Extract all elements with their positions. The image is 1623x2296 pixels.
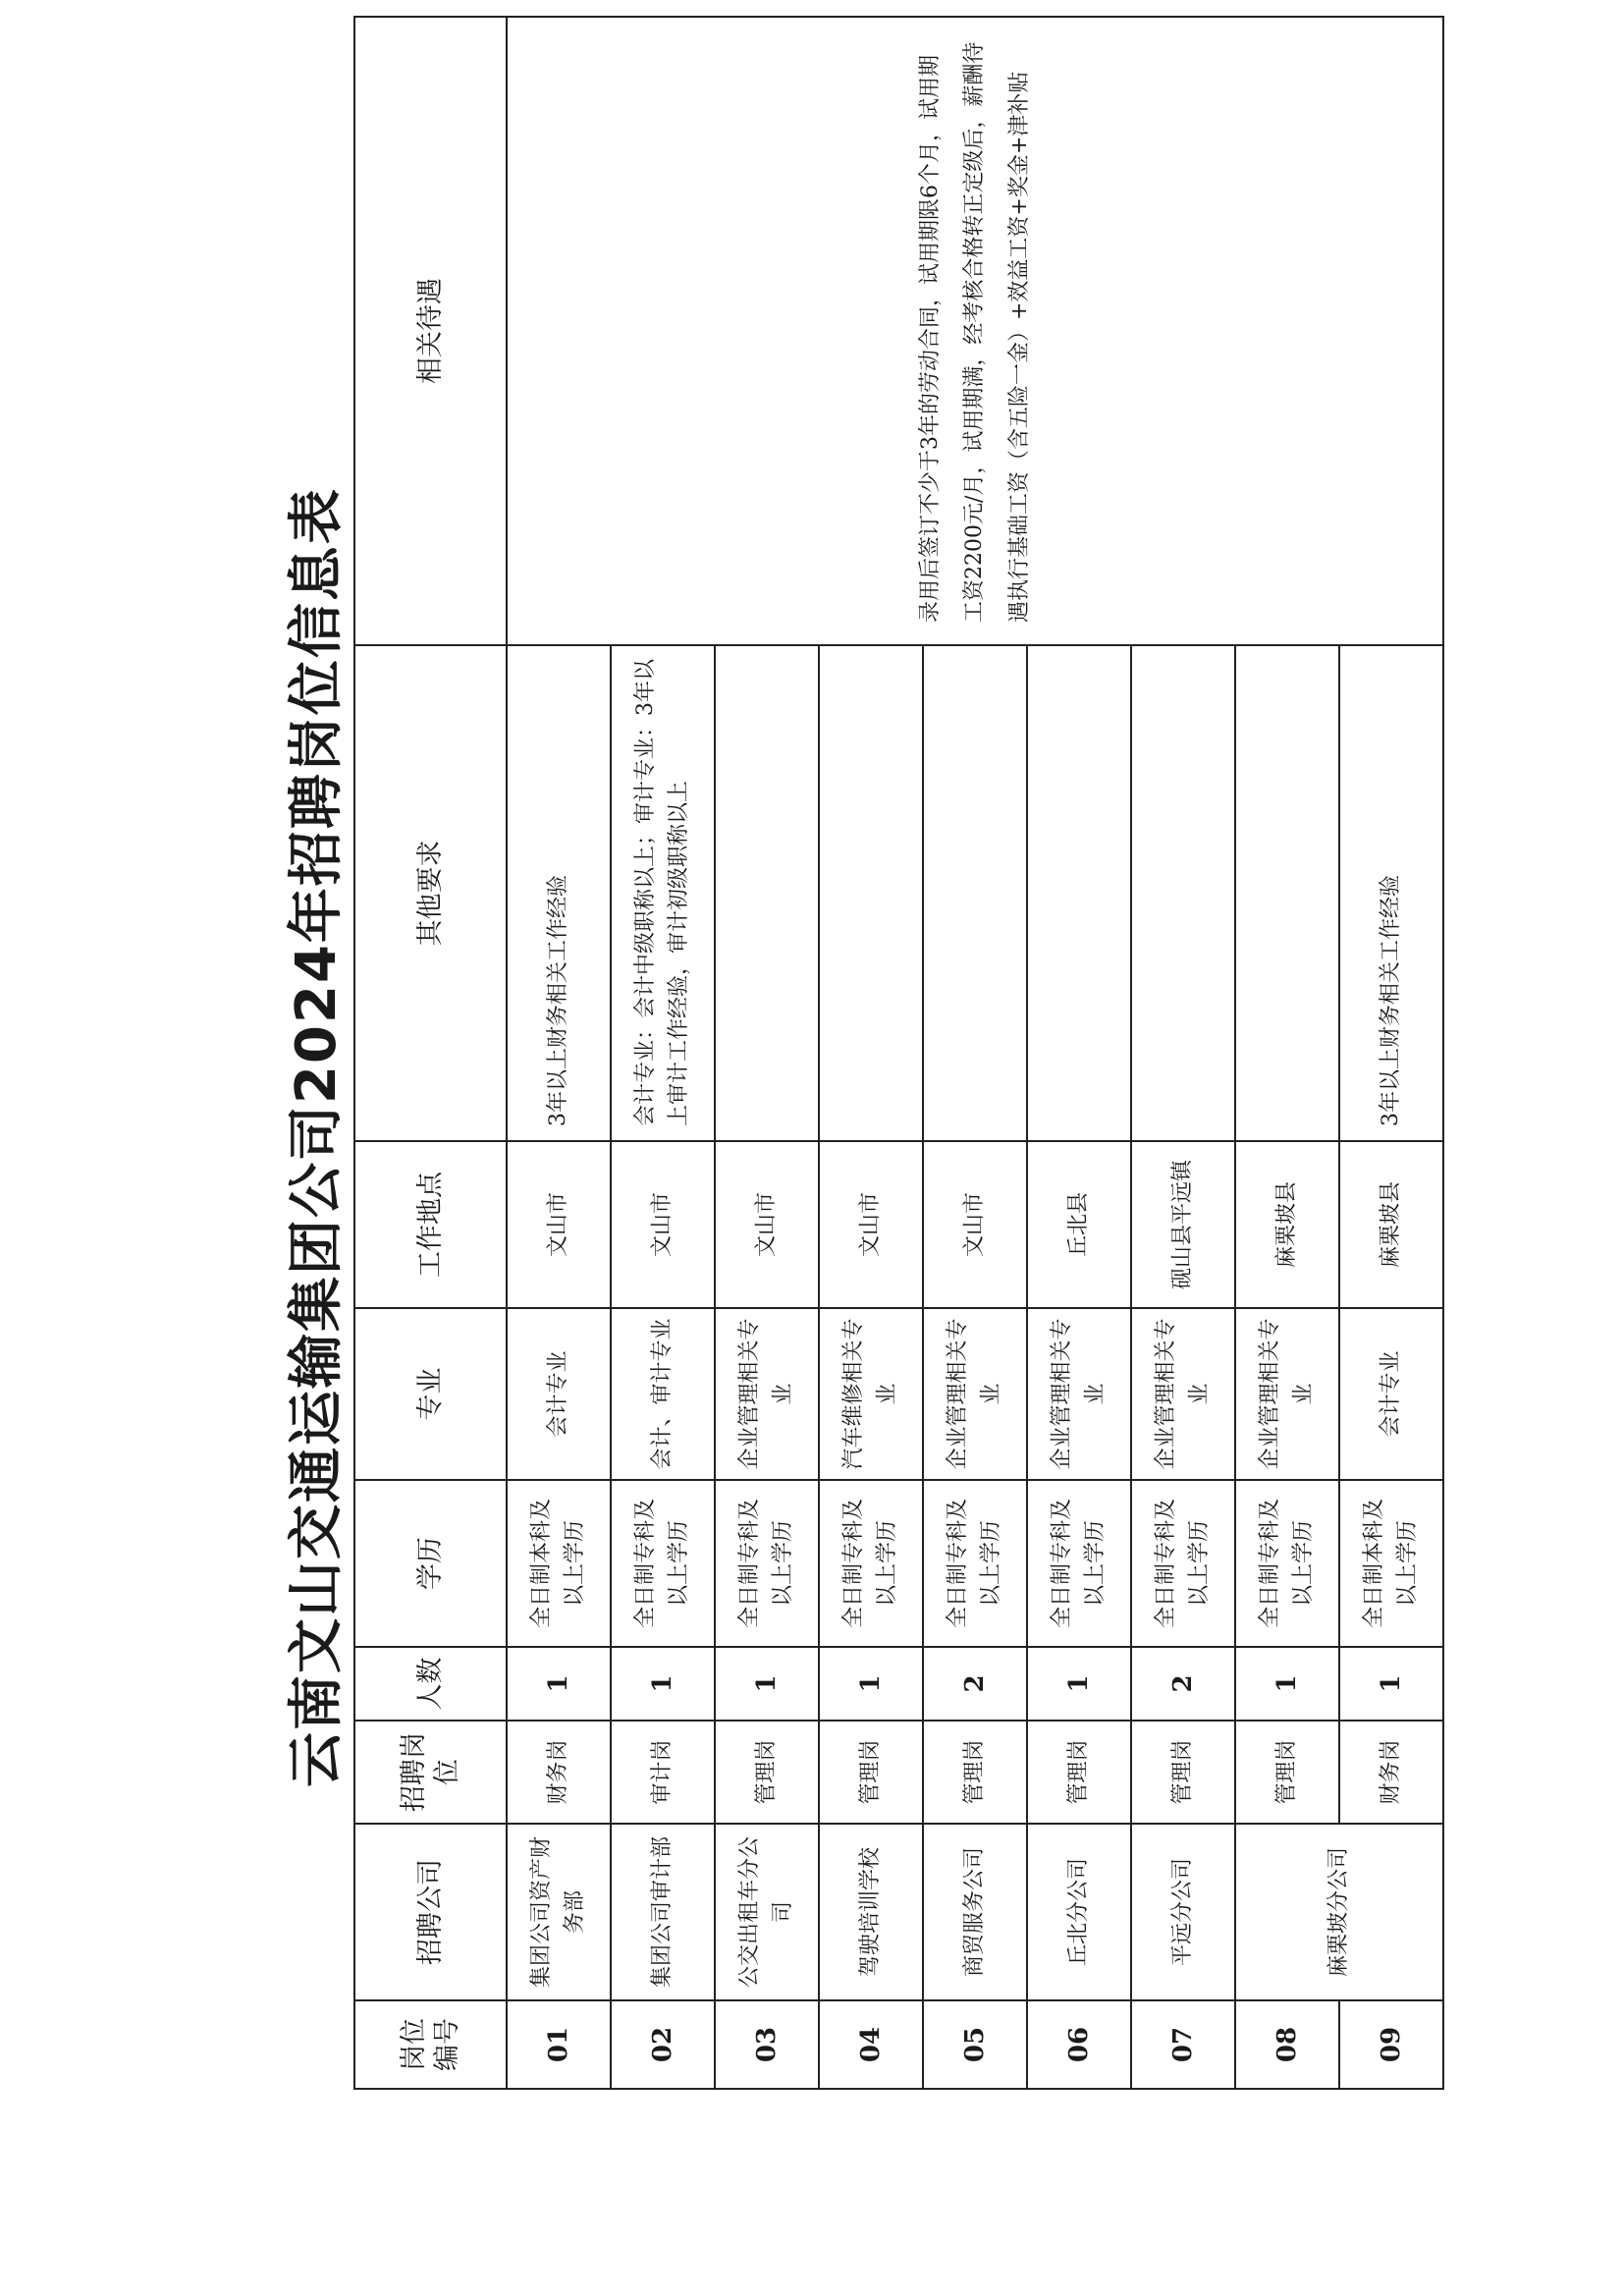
- header-no: 岗位编号: [354, 2000, 507, 2089]
- row-location: 麻栗坡县: [1339, 1141, 1443, 1308]
- row-major: 汽车维修相关专业: [819, 1308, 923, 1480]
- header-benefits: 相关待遇: [354, 17, 507, 645]
- row-location: 文山市: [715, 1141, 819, 1308]
- row-count: 1: [1339, 1647, 1443, 1721]
- row-position: 管理岗: [1131, 1721, 1235, 1824]
- row-other: [1235, 645, 1339, 1141]
- benefits-cell: 录用后签订不少于3年的劳动合同，试用期限6个月，试用期工资2200元/月，试用期满，经考核合格转正定级后，薪酬待遇执行基础工资（含五险一金）+效益工资+奖金+津补贴: [507, 17, 1443, 645]
- row-other: 3年以上财务相关工作经验: [1339, 645, 1443, 1141]
- row-location: 砚山县平远镇: [1131, 1141, 1235, 1308]
- row-major: 企业管理相关专业: [715, 1308, 819, 1480]
- row-education: 全日制专科及以上学历: [1027, 1480, 1131, 1647]
- row-location: 丘北县: [1027, 1141, 1131, 1308]
- row-no: 04: [819, 2000, 923, 2089]
- row-major: 企业管理相关专业: [923, 1308, 1027, 1480]
- row-other: [923, 645, 1027, 1141]
- header-company: 招聘公司: [354, 1824, 507, 2000]
- row-count: 1: [715, 1647, 819, 1721]
- row-major: 会计专业: [507, 1308, 611, 1480]
- row-company: 集团公司审计部: [611, 1824, 715, 2000]
- row-other: [715, 645, 819, 1141]
- row-position: 审计岗: [611, 1721, 715, 1824]
- header-position: 招聘岗位: [354, 1721, 507, 1824]
- row-position: 财务岗: [507, 1721, 611, 1824]
- row-location: 麻栗坡县: [1235, 1141, 1339, 1308]
- recruitment-table: [353, 16, 1444, 2090]
- row-major: 会计、审计专业: [611, 1308, 715, 1480]
- row-company: 丘北分公司: [1027, 1824, 1131, 2000]
- row-education: 全日制专科及以上学历: [923, 1480, 1027, 1647]
- row-other: [1131, 645, 1235, 1141]
- row-company: 平远分公司: [1131, 1824, 1235, 2000]
- row-no: 05: [923, 2000, 1027, 2089]
- row-location: 文山市: [611, 1141, 715, 1308]
- row-no: 08: [1235, 2000, 1339, 2089]
- row-no: 09: [1339, 2000, 1443, 2089]
- row-other: 会计专业：会计中级职称以上；审计专业：3年以上审计工作经验，审计初级职称以上: [611, 645, 715, 1141]
- row-position: 财务岗: [1339, 1721, 1443, 1824]
- document-title: 云南文山交通运输集团公司2024年招聘岗位信息表: [285, 487, 349, 1787]
- row-education: 全日制专科及以上学历: [611, 1480, 715, 1647]
- row-count: 1: [1027, 1647, 1131, 1721]
- row-location: 文山市: [819, 1141, 923, 1308]
- row-count: 1: [819, 1647, 923, 1721]
- row-other: [1027, 645, 1131, 1141]
- row-major: 企业管理相关专业: [1027, 1308, 1131, 1480]
- row-company: 集团公司资产财务部: [507, 1824, 611, 2000]
- row-major: 企业管理相关专业: [1131, 1308, 1235, 1480]
- row-education: 全日制本科及以上学历: [507, 1480, 611, 1647]
- row-count: 2: [923, 1647, 1027, 1721]
- row-company: 公交出租车分公司: [715, 1824, 819, 2000]
- row-position: 管理岗: [1027, 1721, 1131, 1824]
- header-other: 其他要求: [354, 645, 507, 1141]
- row-count: 1: [507, 1647, 611, 1721]
- row-other: 3年以上财务相关工作经验: [507, 645, 611, 1141]
- row-position: 管理岗: [819, 1721, 923, 1824]
- row-position: 管理岗: [1235, 1721, 1339, 1824]
- row-company: 麻栗坡分公司: [1235, 1824, 1443, 2000]
- row-no: 07: [1131, 2000, 1235, 2089]
- row-no: 02: [611, 2000, 715, 2089]
- header-row: [354, 17, 507, 2089]
- row-location: 文山市: [507, 1141, 611, 1308]
- row-no: 01: [507, 2000, 611, 2089]
- row-major: 企业管理相关专业: [1235, 1308, 1339, 1480]
- row-position: 管理岗: [715, 1721, 819, 1824]
- row-position: 管理岗: [923, 1721, 1027, 1824]
- header-count: 人数: [354, 1647, 507, 1721]
- row-education: 全日制专科及以上学历: [1235, 1480, 1339, 1647]
- row-count: 2: [1131, 1647, 1235, 1721]
- header-education: 学历: [354, 1480, 507, 1647]
- row-no: 06: [1027, 2000, 1131, 2089]
- row-no: 03: [715, 2000, 819, 2089]
- row-company: 商贸服务公司: [923, 1824, 1027, 2000]
- row-education: 全日制专科及以上学历: [1131, 1480, 1235, 1647]
- row-location: 文山市: [923, 1141, 1027, 1308]
- row-education: 全日制专科及以上学历: [819, 1480, 923, 1647]
- row-company: 驾驶培训学校: [819, 1824, 923, 2000]
- header-major: 专业: [354, 1308, 507, 1480]
- row-count: 1: [1235, 1647, 1339, 1721]
- row-education: 全日制专科及以上学历: [715, 1480, 819, 1647]
- table-row: [507, 17, 611, 2089]
- row-count: 1: [611, 1647, 715, 1721]
- row-education: 全日制本科及以上学历: [1339, 1480, 1443, 1647]
- row-other: [819, 645, 923, 1141]
- row-major: 会计专业: [1339, 1308, 1443, 1480]
- header-location: 工作地点: [354, 1141, 507, 1308]
